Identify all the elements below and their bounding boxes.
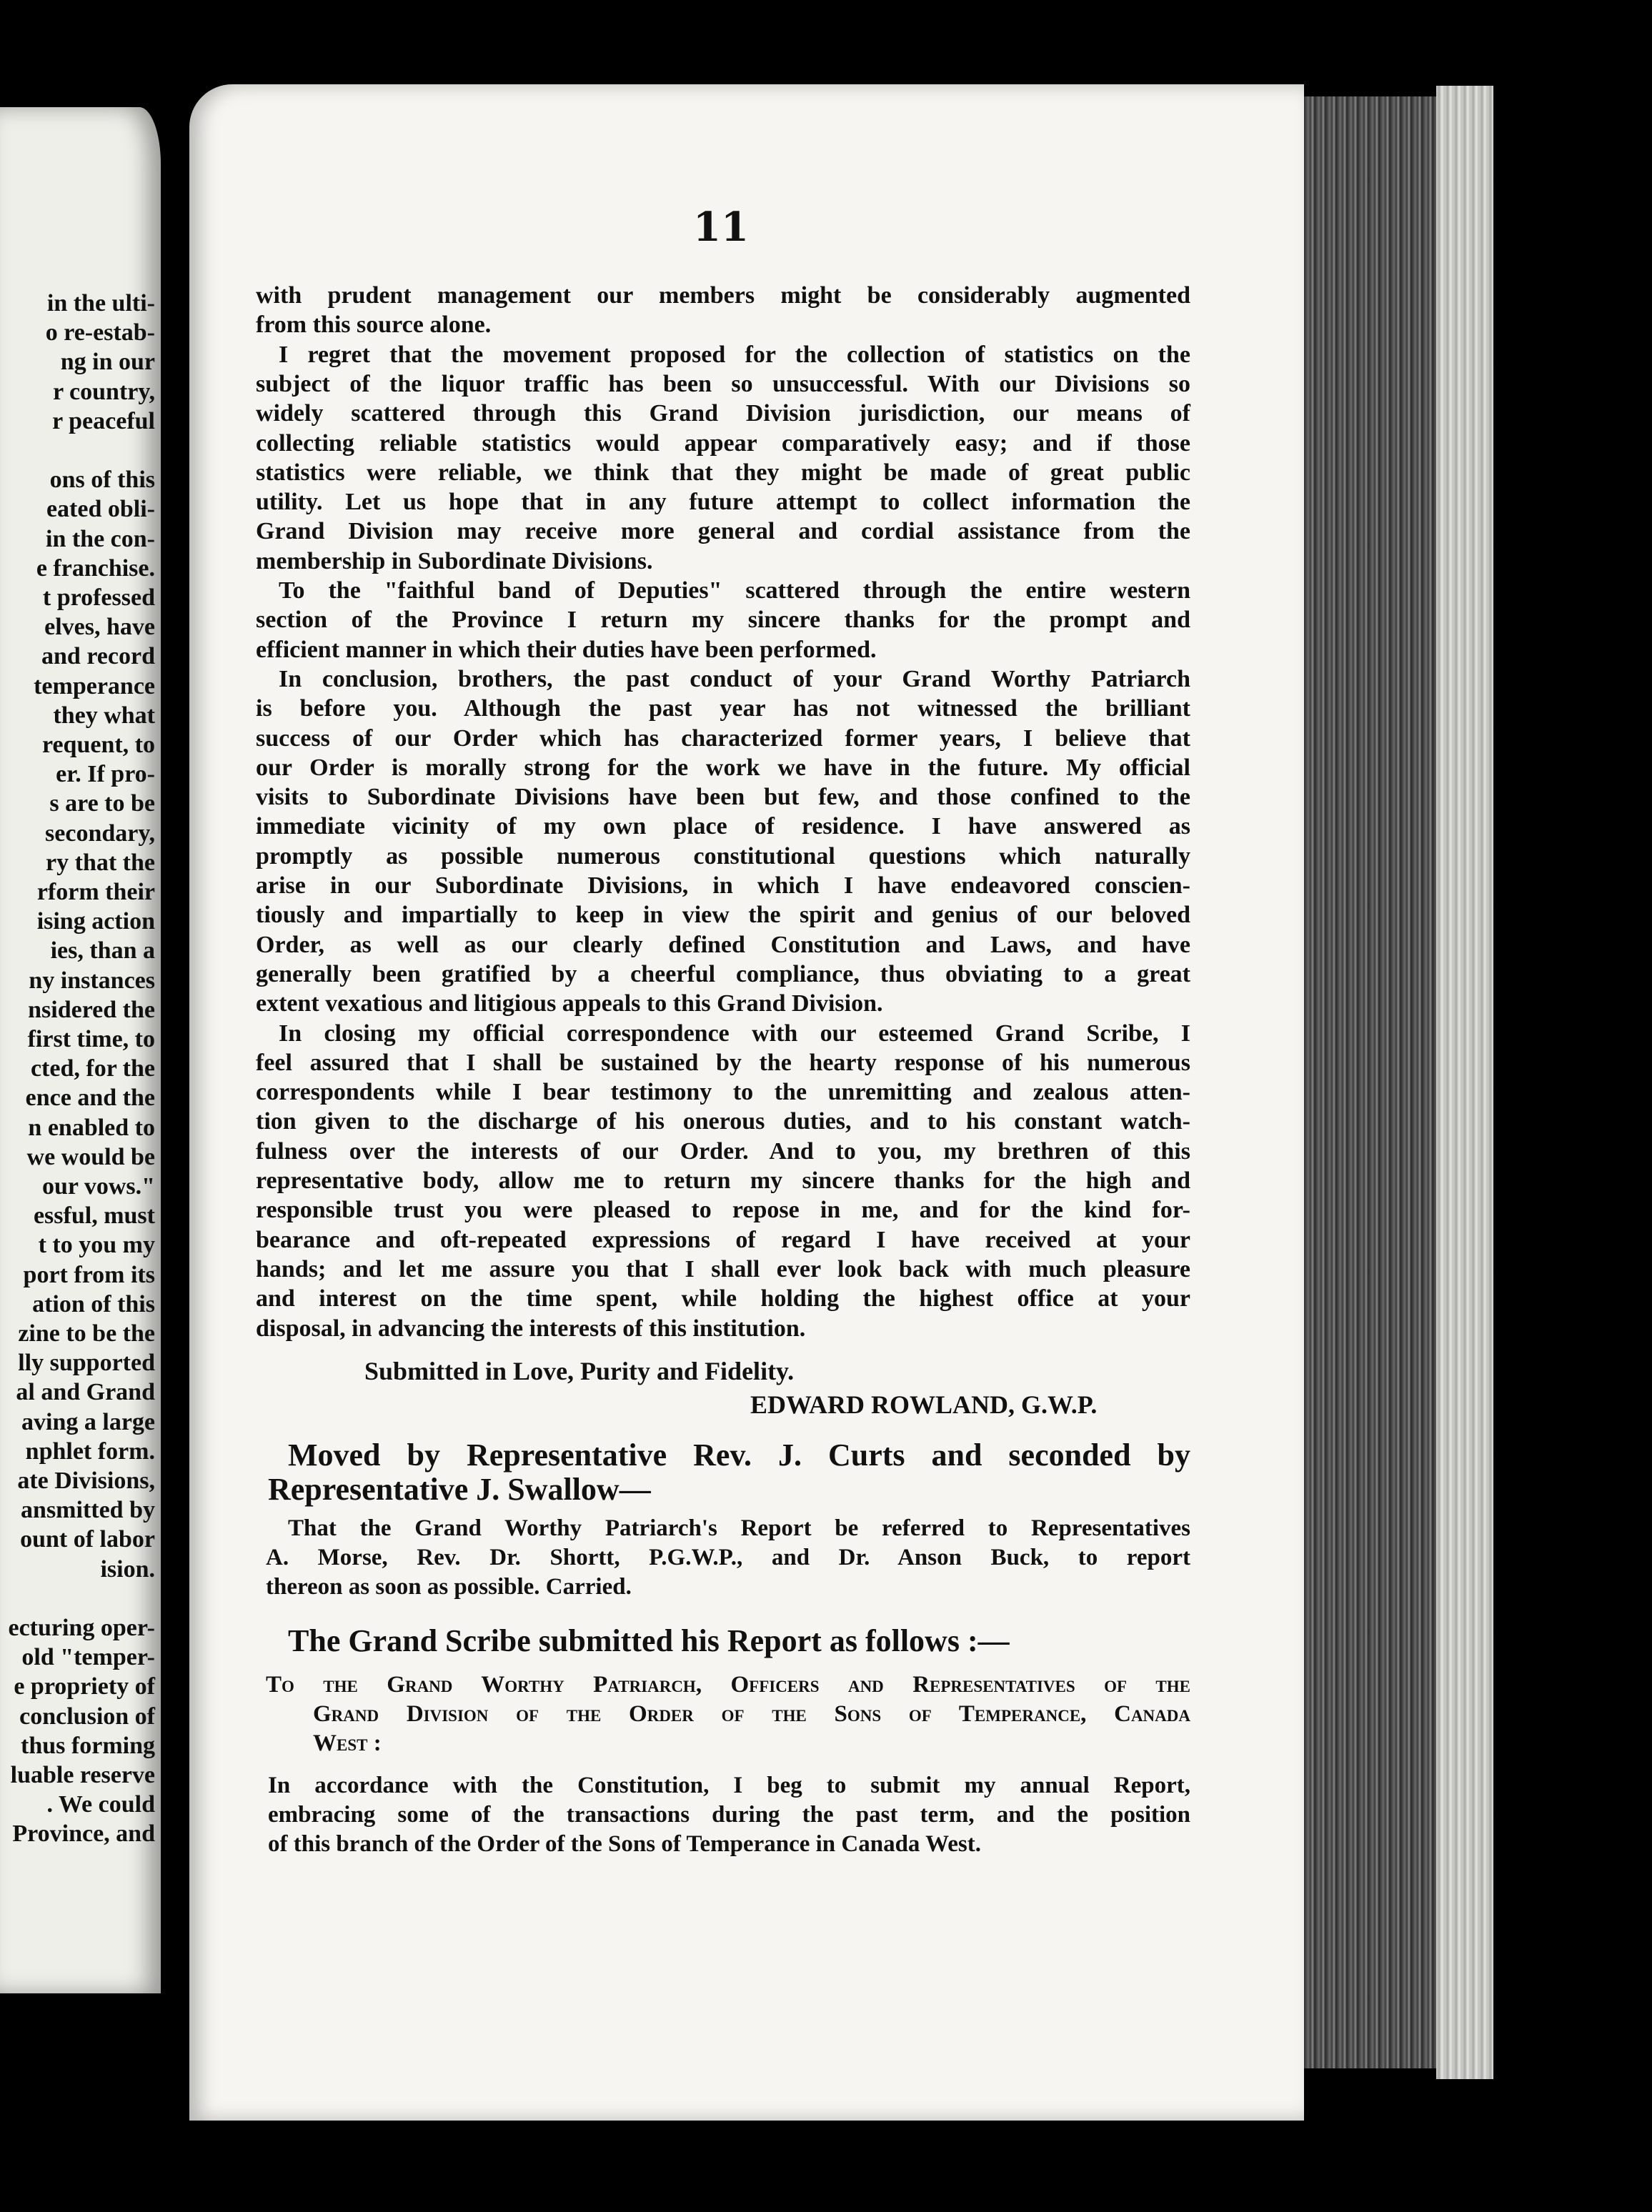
left-page-line: lly supported [18,1350,155,1377]
body-line: subject of the liquor traffic has been so unsuccessful. With our Divisions so [256,370,1190,397]
left-page-line: er. If pro- [56,761,155,788]
body-line: In conclusion, brothers, the past conduct of your Grand Worthy Patriarch [279,665,1190,692]
left-page-line: . We could [46,1791,155,1818]
body-line: I regret that the movement proposed for the collection of statistics on the [279,341,1190,368]
left-page-line: requent, to [41,732,155,758]
body-line: correspondents while I bear testimony to the unremitting and zealous atten- [256,1079,1190,1106]
left-page-line: n enabled to [28,1114,155,1141]
left-page-line: zine to be the [18,1320,155,1347]
left-page-line: ecturing oper- [8,1615,155,1641]
left-page-line: aving a large [21,1408,155,1435]
left-page-line: old "temper- [21,1644,155,1671]
left-page-line: in the ulti- [46,290,155,317]
body-line: and interest on the time spent, while holding the highest office at your [256,1285,1190,1312]
report-line: embracing some of the transactions during the past term, and the position [268,1802,1190,1828]
left-page-line: first time, to [27,1026,155,1052]
body-line: statistics were reliable, we think that they might be made of great public [256,459,1190,486]
left-page-line: ence and the [25,1085,155,1112]
body-line: our Order is morally strong for the work we have in the future. My official [256,754,1190,781]
body-line: is before you. Although the past year has not witnessed the brilliant [256,695,1190,722]
body-line: To the "faithful band of Deputies" scattered through the entire western [279,577,1190,604]
body-line: disposal, in advancing the interests of this institution. [256,1315,806,1342]
left-page-line: rform their [36,879,155,905]
left-page-line: and record [41,643,155,670]
body-line: Order, as well as our clearly defined Constitution and Laws, and have [256,931,1190,958]
left-page-line: ry that the [46,849,155,876]
left-page-line: essful, must [33,1202,155,1230]
body-line: hands; and let me assure you that I shall ever look back with much pleasure [256,1255,1190,1282]
left-page-line: luable reserve [10,1762,155,1788]
left-page-line: secondary, [45,819,155,847]
left-page-line: port from its [23,1261,155,1288]
left-page-line: ng in our [60,349,155,376]
left-page-line: t to you my [38,1232,155,1259]
body-line: section of the Province I return my sincere thanks for the prompt and [256,607,1190,634]
body-line: tion given to the discharge of his onerous duties, and to his constant watch- [256,1108,1190,1135]
left-page-line: cted, for the [30,1055,155,1082]
body-line: generally been gratified by a cheerful compliance, thus obviating to a great [256,960,1190,987]
body-line: widely scattered through this Grand Division jurisdiction, our means of [256,400,1190,427]
left-page-line: ision. [100,1555,155,1583]
left-page-line: conclusion of [19,1703,155,1730]
closing-line: Submitted in Love, Purity and Fidelity. [364,1357,795,1385]
body-line: responsible trust you were pleased to repose in me, and for the kind for- [256,1197,1190,1224]
body-line: success of our Order which has characterized former years, I believe that [256,724,1190,752]
report-line: In accordance with the Constitution, I beg to submit my annual Report, [268,1773,1190,1798]
page-number: 11 [693,204,749,251]
body-line: membership in Subordinate Divisions. [256,547,653,574]
body-line: extent vexatious and litigious appeals to this Grand Division. [256,990,883,1017]
left-page-line: we would be [26,1143,155,1170]
left-page-line: r country, [53,378,155,405]
left-page-line: al and Grand [16,1379,155,1406]
body-line: immediate vicinity of my own place of residence. I have answered as [256,813,1190,840]
body-line: efficient manner in which their duties have been performed. [256,636,877,663]
left-page-line: ies, than a [50,937,155,965]
body-line: bearance and oft-repeated expressions of regard I have received at your [256,1226,1190,1253]
left-page-line: in the con- [46,525,155,552]
body-line: visits to Subordinate Divisions have been but few, and those confined to the [256,784,1190,811]
scribe-heading: The Grand Scribe submitted his Report as follows :— [288,1623,1010,1658]
left-page-fragment [0,107,161,1993]
body-line: tiously and impartially to keep in view the spirit and genius of our beloved [256,902,1190,929]
address-line sc: To the Grand Worthy Patriarch, Officers and Representatives of the [266,1672,1190,1698]
left-page-line: nsidered the [28,996,155,1023]
left-page-line: e franchise. [36,554,155,582]
left-page-line: they what [53,702,155,729]
left-page-line: ising action [36,908,155,935]
resolution-line: That the Grand Worthy Patriarch's Report be referred to Representatives [288,1515,1190,1541]
body-line: fulness over the interests of our Order. And to you, my brethren of this [256,1137,1190,1165]
signature: EDWARD ROWLAND, G.W.P. [750,1390,1098,1419]
left-page-line: our vows." [41,1173,155,1200]
left-page-line: s are to be [49,790,155,817]
left-page-line: t professed [42,584,155,611]
resolution-line: thereon as soon as possible. Carried. [266,1574,632,1600]
left-page-line: ansmitted by [21,1497,155,1524]
left-page-line: eated obli- [46,496,155,523]
left-page-line: Province, and [12,1820,155,1848]
left-page-line: thus forming [21,1732,155,1759]
left-page-line: ount of labor [20,1526,155,1553]
body-line: feel assured that I shall be sustained by the hearty response of his numerous [256,1049,1190,1076]
left-page-line: ons of this [49,467,155,494]
body-line: utility. Let us hope that in any future attempt to collect information the [256,489,1190,516]
moved-line: Representative J. Swallow— [268,1472,651,1507]
body-line: In closing my official correspondence with our esteemed Grand Scribe, I [279,1020,1190,1047]
left-page-line: ation of this [32,1290,155,1317]
book-page-edges-light [1436,86,1493,2079]
body-line: collecting reliable statistics would appear comparatively easy; and if those [256,429,1190,457]
left-page-line: r peaceful [52,407,155,434]
moved-line: Moved by Representative Rev. J. Curts and seconded by [288,1438,1190,1473]
left-page-line: ny instances [29,967,155,994]
left-page-line: elves, have [44,614,155,641]
body-line: with prudent management our members might be considerably augmented [256,282,1190,309]
body-line: from this source alone. [256,312,492,339]
left-page-line: o re-estab- [45,319,155,347]
address-line sc: West : [313,1730,382,1756]
body-line: promptly as possible numerous constitutional questions which naturally [256,842,1190,870]
left-page-line: e propriety of [14,1673,155,1700]
resolution-line: A. Morse, Rev. Dr. Shortt, P.G.W.P., and Dr. Anson Buck, to report [266,1545,1190,1570]
left-page-line: ate Divisions, [17,1468,155,1494]
address-line sc: Grand Division of the Order of the Sons of Temperance, Canada [313,1701,1190,1727]
body-line: Grand Division may receive more general and cordial assistance from the [256,518,1190,545]
body-line: arise in our Subordinate Divisions, in which I have endeavored conscien- [256,872,1190,899]
left-page-line: temperance [34,672,155,699]
body-line: representative body, allow me to return my sincere thanks for the high and [256,1167,1190,1194]
left-page-line: nphlet form. [25,1438,155,1465]
report-line: of this branch of the Order of the Sons of Temperance in Canada West. [268,1831,981,1857]
